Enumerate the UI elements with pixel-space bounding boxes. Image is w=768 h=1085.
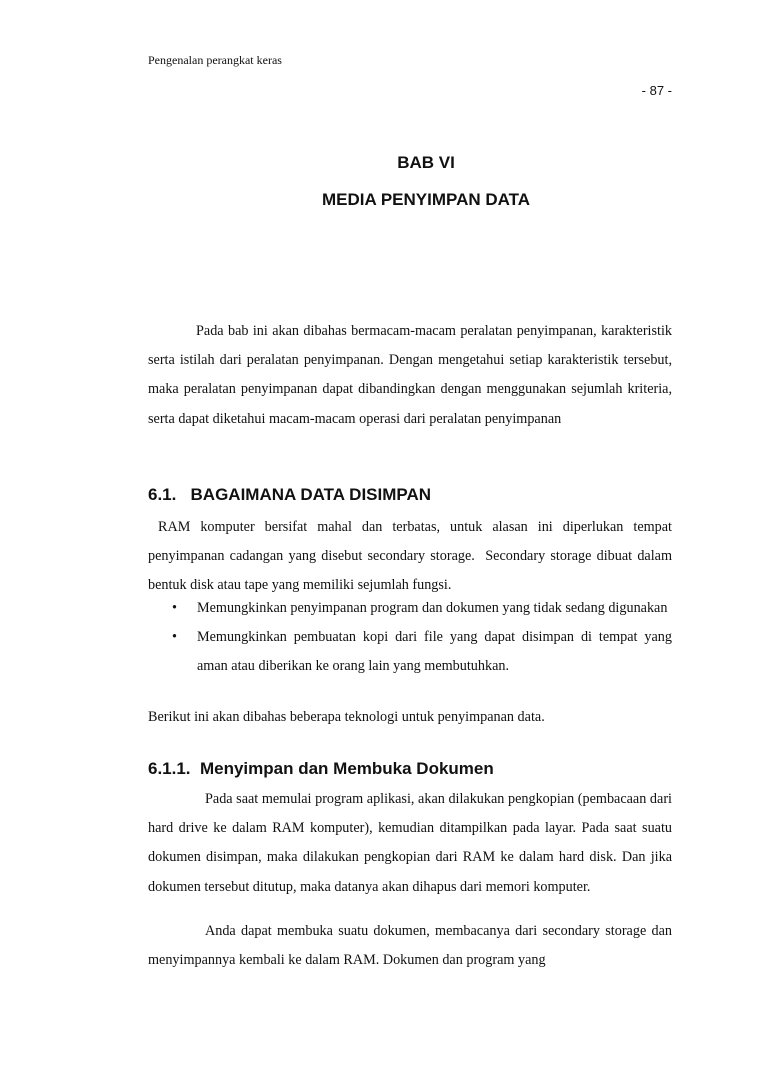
- chapter-number: BAB VI: [397, 153, 455, 172]
- list-item-text: Memungkinkan pembuatan kopi dari file yang dapat disimpan di tempat yang aman atau diberikan ke orang lain yang membutuhkan.: [197, 629, 672, 675]
- bullet-icon: •: [172, 600, 177, 616]
- section-6-1-paragraph: RAM komputer bersifat mahal dan terbatas, untuk alasan ini diperlukan tempat penyimpanan cadangan yang disebut secondary storage. Secondary storage dibuat dalam bentuk disk atau tape yang memiliki sejumlah fungsi.: [148, 519, 676, 594]
- section-6-1-closing: Berikut ini akan dibahas beberapa teknologi untuk penyimpanan data.: [148, 709, 545, 725]
- section-6-1-1-paragraph-1: Pada saat memulai program aplikasi, akan dilakukan pengkopian (pembacaan dari hard drive ke dalam RAM komputer), kemudian ditampilkan pada layar. Pada saat suatu dokumen disimpan, maka dilakukan pengkopian dari RAM ke dalam hard disk. Dan jika dokumen tersebut ditutup, maka datanya akan dihapus dari memori komputer.: [148, 791, 672, 895]
- list-item: [148, 623, 672, 681]
- section-heading-6-1: 6.1. BAGAIMANA DATA DISIMPAN: [148, 485, 432, 504]
- list-item-text: Memungkinkan penyimpanan program dan dokumen yang tidak sedang digunakan: [197, 600, 668, 616]
- section-6-1-1-paragraph-2: Anda dapat membuka suatu dokumen, membacanya dari secondary storage dan menyimpannya kembali ke dalam RAM. Dokumen dan program yang: [148, 923, 672, 969]
- running-header: Pengenalan perangkat keras: [148, 53, 282, 67]
- page-number: - 87 -: [641, 83, 672, 98]
- section-heading-6-1-1: 6.1.1. Menyimpan dan Membuka Dokumen: [148, 759, 494, 778]
- intro-paragraph: Pada bab ini akan dibahas bermacam-macam peralatan penyimpanan, karakteristik serta istilah dari peralatan penyimpanan. Dengan mengetahui setiap karakteristik tersebut, maka peralatan penyimpanan dapat dibandingkan dengan menggunakan sejumlah kriteria, serta dapat diketahui macam-macam operasi dari peralatan penyimpanan: [148, 323, 672, 427]
- bullet-icon: •: [172, 629, 177, 646]
- chapter-title: MEDIA PENYIMPAN DATA: [321, 190, 531, 209]
- function-list: [148, 594, 672, 682]
- list-item: [148, 594, 672, 623]
